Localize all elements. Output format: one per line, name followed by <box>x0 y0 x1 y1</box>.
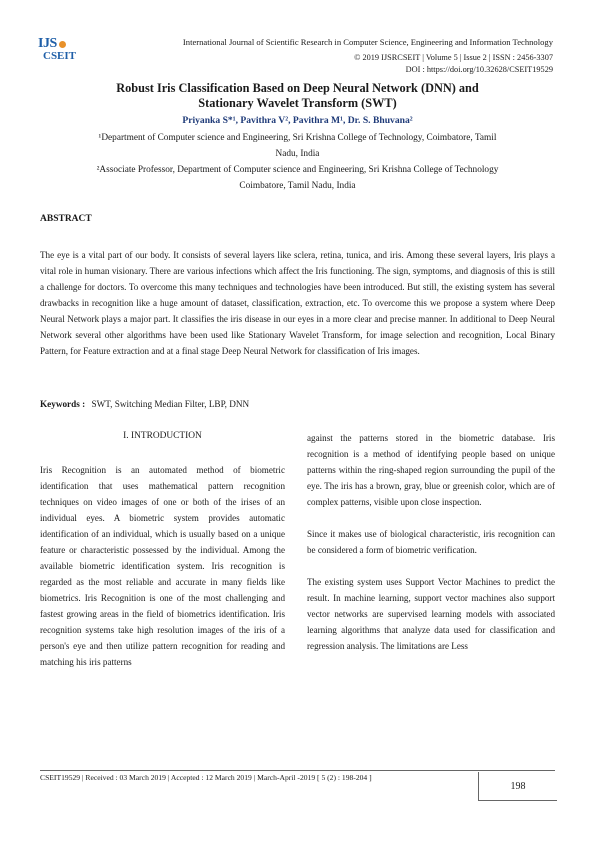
right-column <box>307 430 555 654</box>
paper-title-line1: Robust Iris Classification Based on Deep Neural Network (DNN) and <box>116 81 479 95</box>
intro-paragraph: The existing system uses Support Vector Machines to predict the result. In machine learning, support vector machines also support vector networks are supervised learning models with associated learning algorithms that analyze data used for classification and regression analysis. The limitations are Less <box>307 577 555 651</box>
keywords-list: SWT, Switching Median Filter, LBP, DNN <box>91 399 250 409</box>
volume-line: © 2019 IJSRCSEIT | Volume 5 | Issue 2 | ISSN : 2456-3307 <box>354 53 553 62</box>
logo-dot-icon <box>59 41 66 48</box>
journal-logo <box>38 36 86 66</box>
footer-divider <box>40 770 555 771</box>
journal-name: International Journal of Scientific Research in Computer Science, Engineering and Information Technology <box>182 37 553 47</box>
affiliation-1-line1: ¹Department of Computer science and Engineering, Sri Krishna College of Technology, Coimbatore, Tamil <box>98 133 497 143</box>
abstract-heading: ABSTRACT <box>40 214 92 224</box>
intro-paragraph: against the patterns stored in the biometric database. Iris recognition is a method of identifying people based on unique patterns within the ring-shaped region surrounding the pupil of the eye. The iris has a brown, gray, blue or greenish color, which are of complex patterns, visible upon close inspection. <box>307 433 555 507</box>
abstract-text: The eye is a vital part of our body. It consists of several layers like sclera, retina, tunica, and iris. Among these several layers, Iris plays a vital role in human visionary. There are various infections which affect the Iris functioning. The sign, symptoms, and diagnosis of this is still a challenge for doctors. To overcome this many techniques and technologies have been introduced. But still, the existing system has several drawbacks in recognition like a huge amount of dataset, classification, extraction, etc. To overcome this we propose a system where Deep Neural Network plays a major part. It classifies the iris disease in our eyes in a more clear and precise manner. In additional to Deep Neural Network several other algorithms have been used like Stationary Wavelet Transform, for image selection and recognition, Local Binary Pattern, for Feature extraction and at a final stage Deep Neural Network for classification of Iris images. <box>40 250 555 356</box>
keywords-row <box>40 399 249 409</box>
keywords-label: Keywords : <box>40 399 86 409</box>
footer-citation: CSEIT19529 | Received : 03 March 2019 | Accepted : 12 March 2019 | March-April -2019 [ 5 (2) : 198-204 ] <box>40 773 372 782</box>
left-column <box>40 462 285 670</box>
affiliation-2-line1: ²Associate Professor, Department of Computer science and Engineering, Sri Krishna College of Technology <box>96 165 499 175</box>
logo-text-top: IJS <box>38 36 57 51</box>
page-number: 198 <box>510 781 526 792</box>
author-list: Priyanka S*¹, Pavithra V², Pavithra M¹, Dr. S. Bhuvana² <box>182 115 413 126</box>
intro-paragraph: Iris Recognition is an automated method of biometric identification that uses mathematical pattern recognition techniques on video images of one or both of the irises of an individual eyes. A biometric system provides automatic identification of an individual, which is usually based on a unique feature or characteristic possessed by the individual. Among the available biometric identification system. Iris recognition is regarded as the most reliable and accurate in many fields like biometrics. Iris Recognition is one of the most challenging and fastest growing areas in the field of biometrics identification. Iris recognition systems take high resolution images of the iris of a person's eye and then utilize pattern recognition for reading and matching his iris patterns <box>40 465 285 667</box>
page-number-box <box>478 772 557 801</box>
affiliation-2-line2: Coimbatore, Tamil Nadu, India <box>239 181 356 191</box>
affiliation-1-line2: Nadu, India <box>275 149 320 159</box>
section-heading-introduction: I. INTRODUCTION <box>123 431 202 441</box>
doi-line: DOI : https://doi.org/10.32628/CSEIT19529 <box>405 65 553 74</box>
paper-title-line2: Stationary Wavelet Transform (SWT) <box>198 96 397 110</box>
intro-paragraph: Since it makes use of biological characteristic, iris recognition can be considered a form of biometric verification. <box>307 529 555 555</box>
logo-text-bottom: CSEIT <box>43 50 77 62</box>
